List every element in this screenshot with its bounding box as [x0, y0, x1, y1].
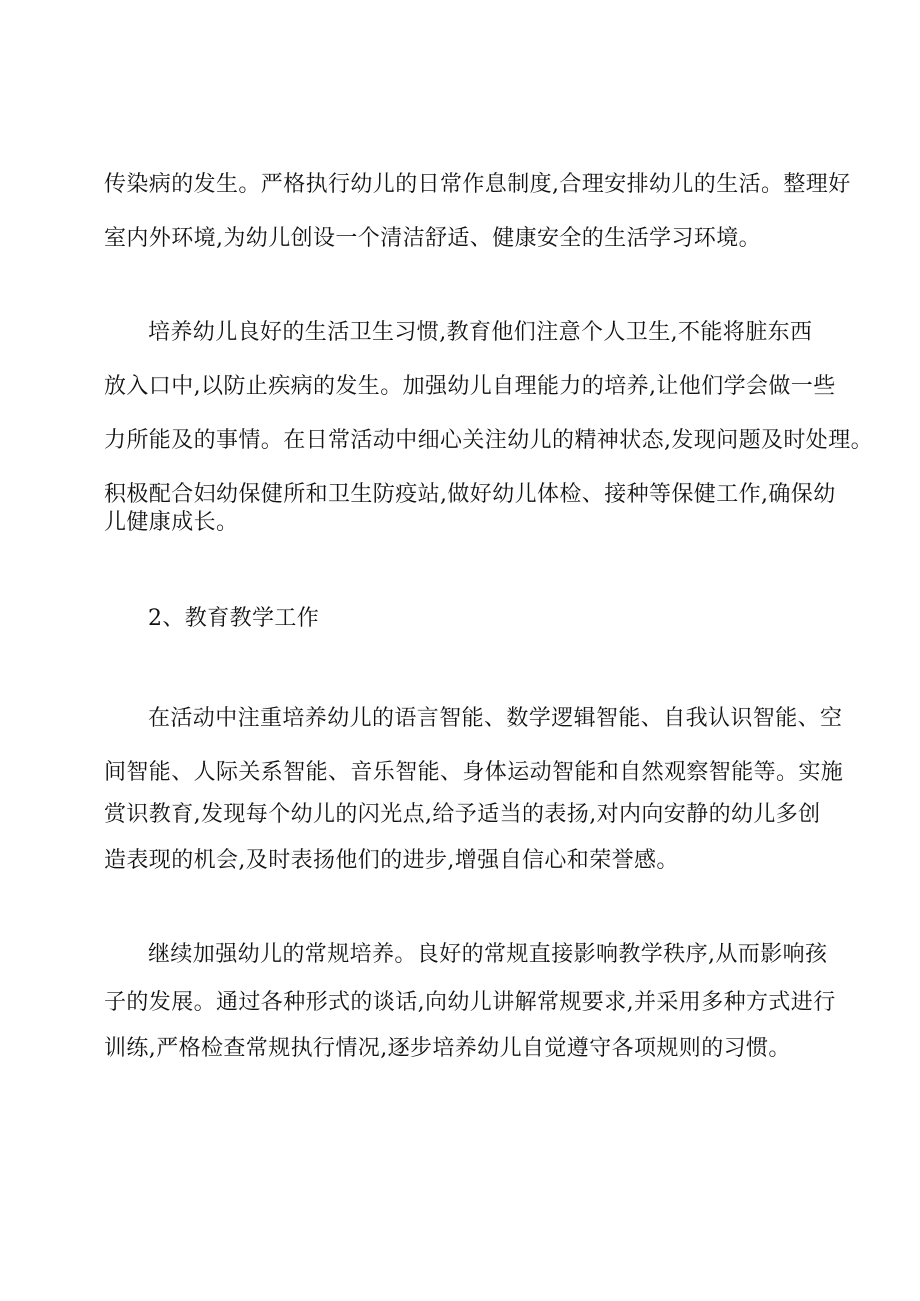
paragraph-line: 继续加强幼儿的常规培养。良好的常规直接影响教学秩序,从而影响孩 [148, 942, 828, 967]
section-heading: 2、教育教学工作 [148, 606, 320, 631]
paragraph-line: 力所能及的事情。在日常活动中细心关注幼儿的精神状态,发现问题及时处理。 [104, 428, 873, 453]
paragraph-line: 造表现的机会,及时表扬他们的进步,增强自信心和荣誉感。 [104, 848, 679, 873]
paragraph-line: 间智能、人际关系智能、音乐智能、身体运动智能和自然观察智能等。实施 [104, 760, 844, 785]
paragraph-line: 积极配合妇幼保健所和卫生防疫站,做好幼儿体检、接种等保健工作,确保幼 [104, 482, 836, 507]
paragraph-line: 传染病的发生。严格执行幼儿的日常作息制度,合理安排幼儿的生活。整理好 [104, 172, 851, 197]
paragraph-line: 赏识教育,发现每个幼儿的闪光点,给予适当的表扬,对内向安静的幼儿多创 [104, 802, 821, 827]
paragraph-line: 子的发展。通过各种形式的谈话,向幼儿讲解常规要求,并采用多种方式进行 [104, 990, 836, 1015]
paragraph-line: 培养幼儿良好的生活卫生习惯,教育他们注意个人卫生,不能将脏东西 [148, 320, 813, 345]
paragraph-line: 儿健康成长。 [104, 510, 239, 535]
paragraph-line: 室内外环境,为幼儿创设一个清洁舒适、健康安全的生活学习环境。 [104, 226, 761, 251]
paragraph-line: 训练,严格检查常规执行情况,逐步培养幼儿自觉遵守各项规则的习惯。 [104, 1036, 791, 1061]
paragraph-line: 在活动中注重培养幼儿的语言智能、数学逻辑智能、自我认识智能、空 [148, 706, 843, 731]
paragraph-line: 放入口中,以防止疾病的发生。加强幼儿自理能力的培养,让他们学会做一些 [104, 374, 836, 399]
